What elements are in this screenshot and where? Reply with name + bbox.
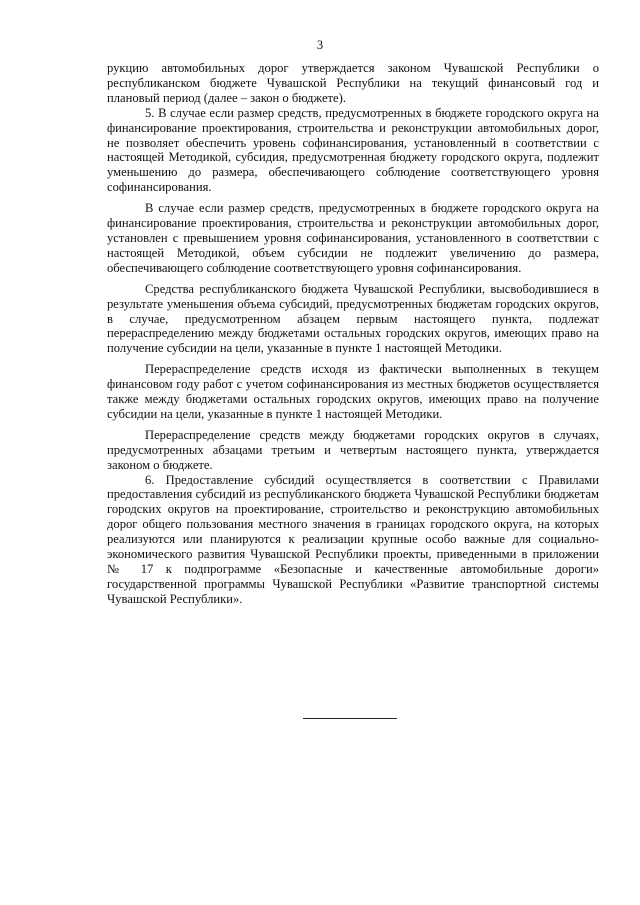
end-divider-line — [303, 718, 397, 719]
paragraph-item-6: 6. Предоставление субсидий осуществляется в соответствии с Правилами предоставления субсидий из республиканского бюджета Чувашской Республики бюджетам городских округов на проектирование, строительство и реконструкцию автомобильных дорог общего пользования местного значения в границах городского округа, на которых реализуются или планируются к реализации крупные особо важные для социально-экономического развития Чувашской Республики проекты, приведенными в приложении № 17 к подпрограмме «Безопасные и качественные автомобильные дороги» государственной программы Чувашской Республики «Развитие транспортной системы Чувашской Республики». — [107, 472, 599, 606]
paragraph: Перераспределение средств между бюджетами городских округов в случаях, предусмотренных абзацами третьим и четвертым настоящего пункта, утверждается законом о бюджете. — [107, 427, 599, 472]
page-number: 3 — [316, 38, 324, 52]
paragraph: Перераспределение средств исходя из фактически выполненных в текущем финансовом году работ с учетом софинансирования из местных бюджетов осуществляется также между бюджетами остальных городских округов, имеющих право на получение субсидии на цели, указанные в пункте 1 настоящей Методики. — [107, 362, 599, 421]
paragraph: В случае если размер средств, предусмотренных в бюджете городского округа на финансирование проектирования, строительства и реконструкции автомобильных дорог, установлен с превышением уровня софинансирования, установленного в соответствии с настоящей Методикой, объем субсидии не подлежит увеличению до размера, обеспечивающего соблюдение соответствующего уровня софинансирования. — [107, 201, 599, 275]
paragraph-continuation: рукцию автомобильных дорог утверждается законом Чувашской Республики о республиканском бюджете Чувашской Республики на текущий финансовый год и плановый период (далее – закон о бюджете). — [107, 61, 599, 105]
paragraph-item-5: 5. В случае если размер средств, предусмотренных в бюджете городского округа на финансирование проектирования, строительства и реконструкции автомобильных дорог, не позволяет обеспечить уровень софинансирования, установленный в соответствии с настоящей Методикой, субсидия, предусмотренная бюджету городского округа, подлежит уменьшению до размера, обеспечивающего соблюдение соответствующего уровня софинансирования. — [107, 105, 599, 195]
paragraph: Средства республиканского бюджета Чувашской Республики, высвободившиеся в результате уменьшения объема субсидий, предусмотренных бюджетам городских округов, в случае, предусмотренном абзацем первым настоящего пункта, подлежат перераспределению между бюджетами остальных городских округов, имеющих право на получение субсидии на цели, указанные в пункте 1 настоящей Методики. — [107, 281, 599, 356]
document-body — [107, 61, 599, 607]
